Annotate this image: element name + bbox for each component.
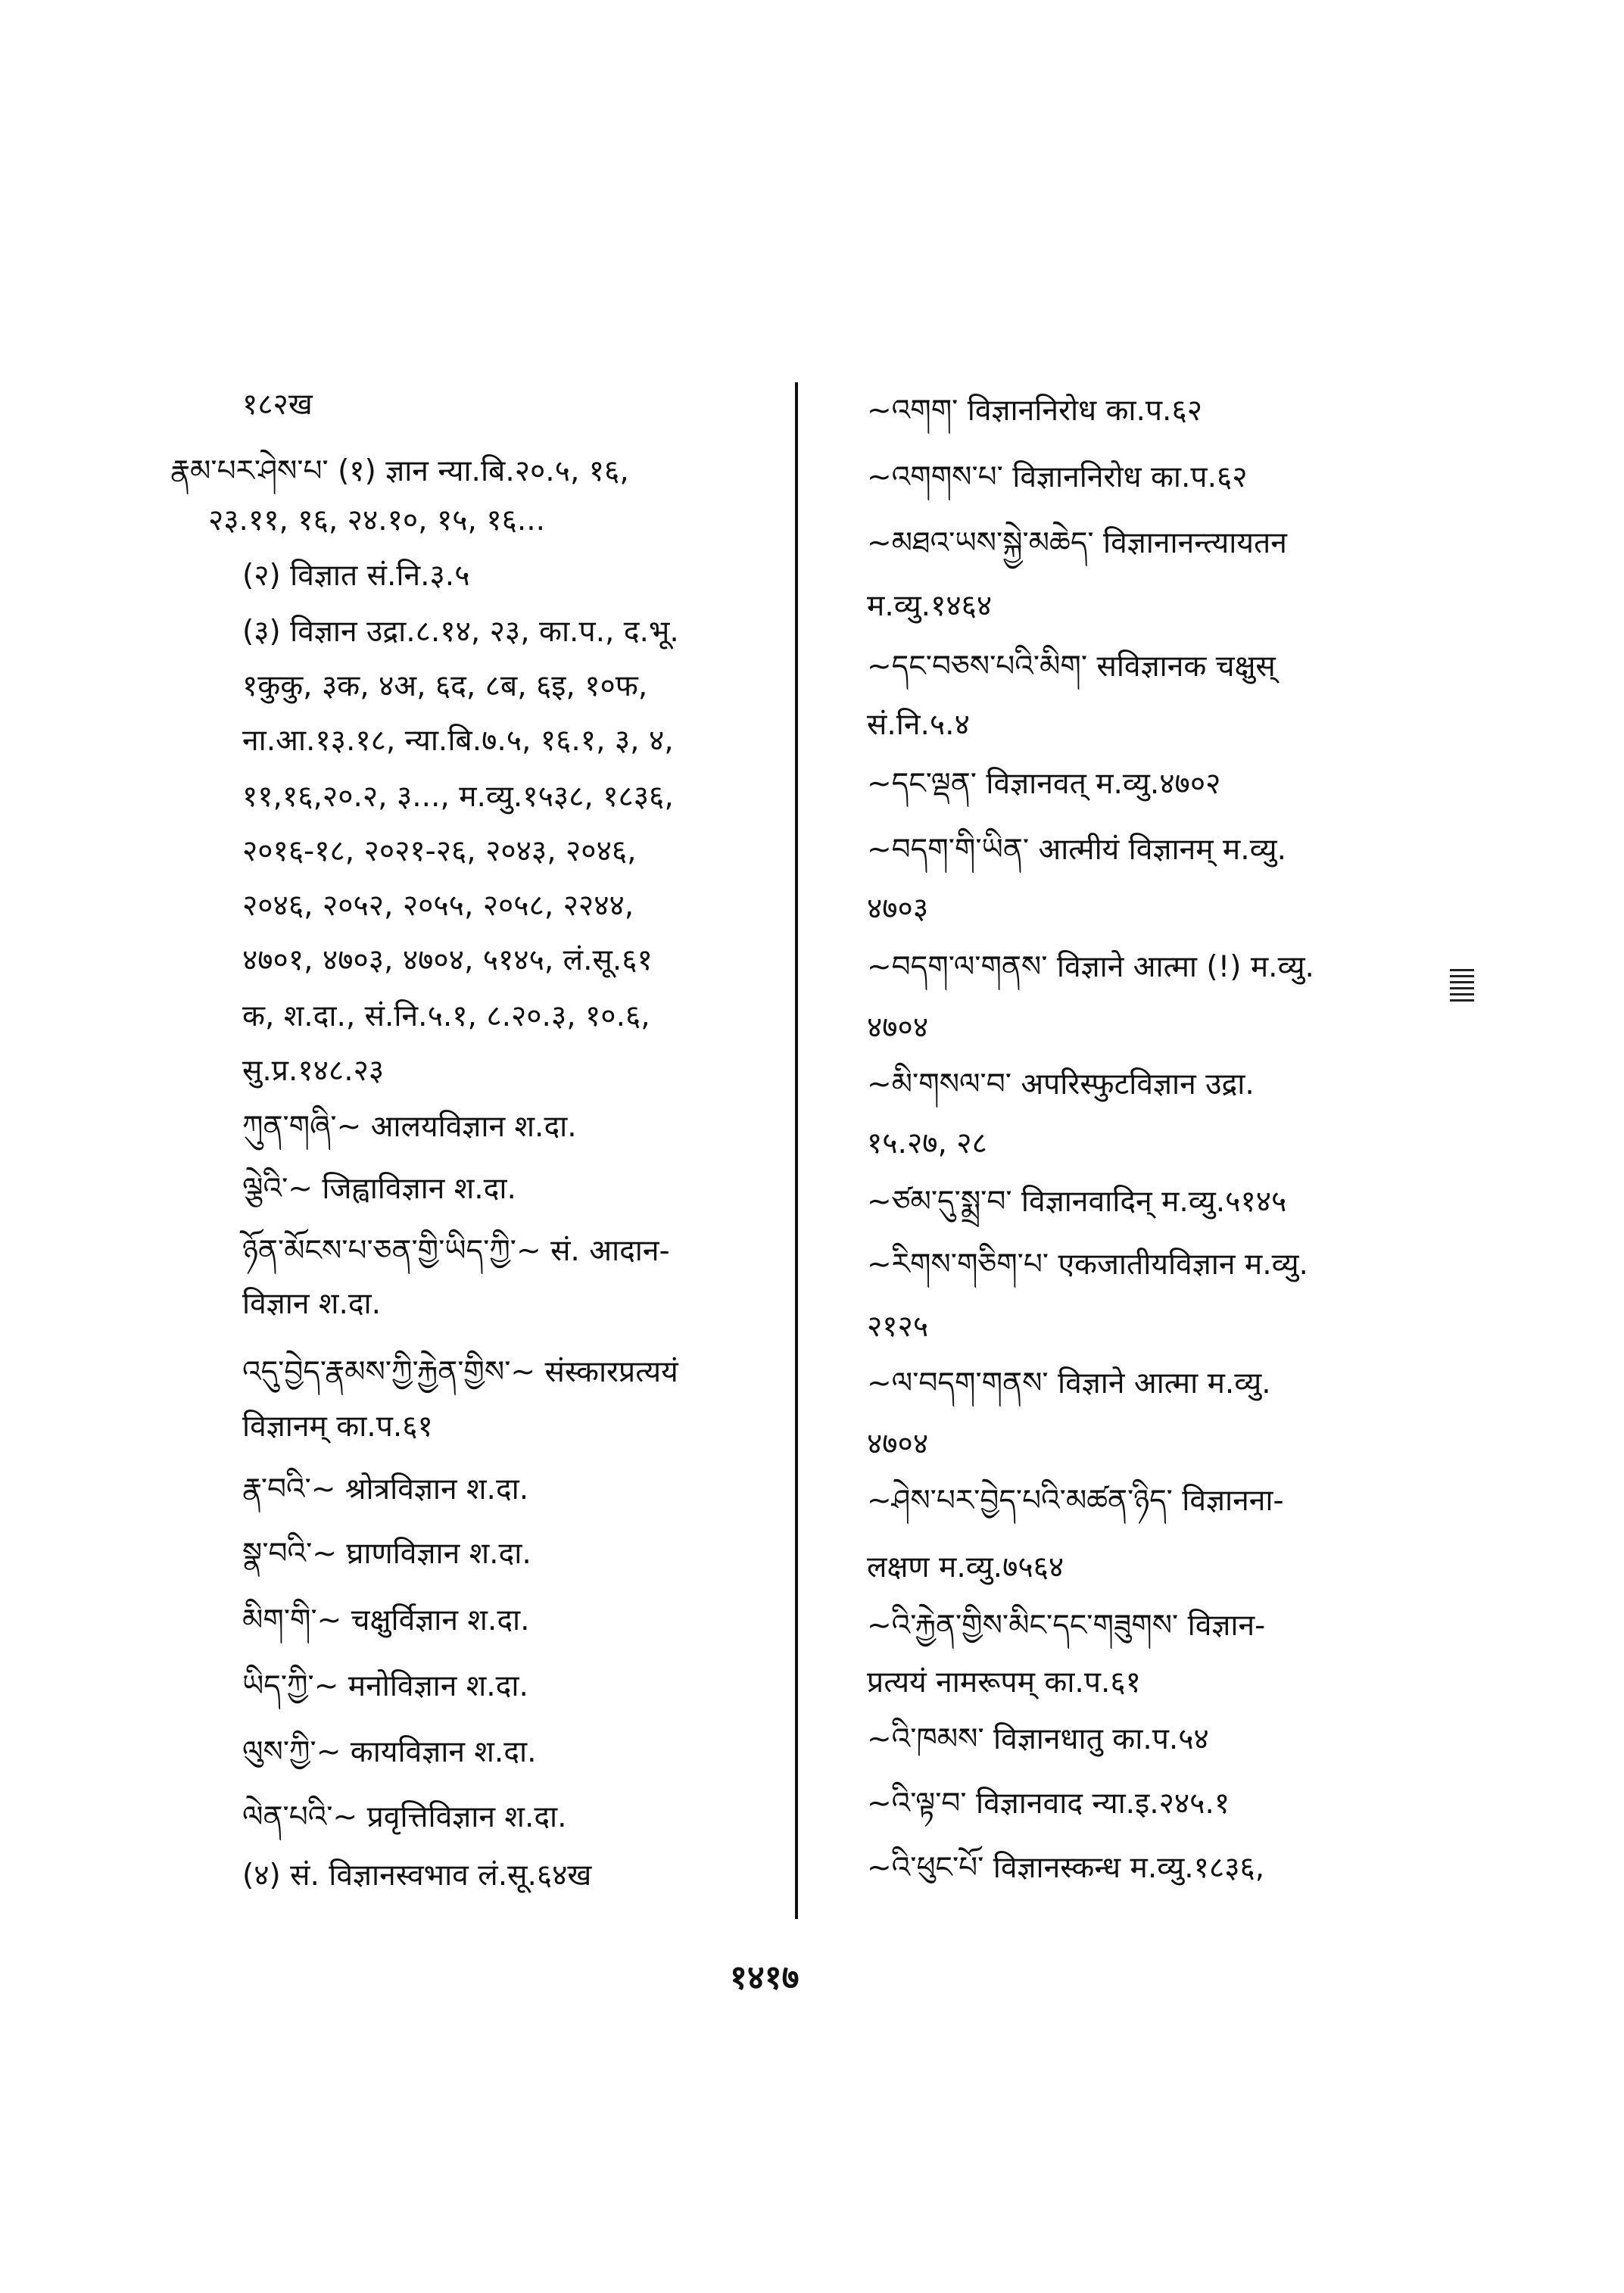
right-entry-line: सं.नि.५.४ xyxy=(867,708,970,742)
thumb-mark-bar xyxy=(1450,999,1474,1002)
left-entry-line: ཀུན་གཞི་~ आलयविज्ञान श.दा. xyxy=(242,1110,577,1144)
left-entry-line: २३.११, १६, २४.१०, १५, १६... xyxy=(208,503,546,537)
section-mark: १८२ख xyxy=(242,388,313,422)
right-entry-line: ४७०४ xyxy=(867,1011,929,1045)
right-entry-line: ~བདག་ལ་གནས་ विज्ञाने आत्मा (!) म.व्यु. xyxy=(867,950,1314,984)
thumb-mark-bar xyxy=(1450,981,1474,983)
left-entry-line: ना.आ.१३.१८, न्या.बि.७.५, १६.१, ३, ४, xyxy=(242,724,674,758)
left-entry-line: ཡིད་ཀྱི་~ मनोविज्ञान श.दा. xyxy=(242,1669,528,1703)
left-entry-line: ४७०१, ४७०३, ४७०४, ५१४५, लं.सू.६१ xyxy=(242,943,653,977)
right-entry-line: ~འི་རྐྱེན་གྱིས་མིང་དང་གཟུགས་ विज्ञान- xyxy=(867,1609,1266,1643)
right-entry-line: ~ཤེས་པར་བྱེད་པའི་མཚན་ཉིད་ विज्ञानना- xyxy=(867,1484,1284,1518)
right-entry-line: ~མི་གསལ་བ་ अपरिस्फुटविज्ञान उद्रा. xyxy=(867,1067,1255,1101)
left-entry-line: སྣ་བའི་~ घ्राणविज्ञान श.दा. xyxy=(242,1537,531,1571)
right-entry-line: ~འི་ཁམས་ विज्ञानधातु का.प.५४ xyxy=(867,1722,1209,1756)
left-entry-line: ११,१६,२०.२, ३..., म.व्यु.१५३८, १८३६, xyxy=(242,780,674,814)
right-entry-line: म.व्यु.१४६४ xyxy=(867,589,993,623)
left-entry-line: འདུ་བྱེད་རྣམས་ཀྱི་རྐྱེན་གྱིས་~ संस्कारप्रत्ययं xyxy=(242,1355,678,1389)
left-entry-line: विज्ञान श.दा. xyxy=(242,1287,382,1321)
right-entry-line: लक्षण म.व्यु.७५६४ xyxy=(867,1550,1064,1584)
left-entry-line: ཉོན་མོངས་པ་ཅན་གྱི་ཡིད་ཀྱི་~ सं. आदान- xyxy=(242,1234,670,1268)
right-entry-line: ४७०३ xyxy=(867,892,929,926)
left-entry-line: विज्ञानम् का.प.६१ xyxy=(242,1410,433,1444)
left-entry-line: २०१६-१८, २०२१-२६, २०४३, २०४६, xyxy=(242,834,637,868)
left-entry-line: ལུས་ཀྱི་~ कायविज्ञान श.दा. xyxy=(242,1735,537,1769)
thumb-mark-bar xyxy=(1450,969,1474,971)
right-entry-line: ~ལ་བདག་གནས་ विज्ञाने आत्मा म.व्यु. xyxy=(867,1366,1271,1400)
right-entry-line: ~འི་ཕུང་པོ་ विज्ञानस्कन्ध म.व्यु.१८३६, xyxy=(867,1851,1265,1885)
right-entry-line: ~ཙམ་དུ་སྨྲ་བ་ विज्ञानवादिन् म.व्यु.५१४५ xyxy=(867,1185,1287,1219)
thumb-mark-bar xyxy=(1450,975,1474,977)
right-entry-line: ~འི་ལྟ་བ་ विज्ञानवाद न्या.इ.२४५.१ xyxy=(867,1787,1230,1821)
right-entry-line: ~རིགས་གཅིག་པ་ एकजातीयविज्ञान म.व्यु. xyxy=(867,1248,1308,1282)
thumb-mark-bar xyxy=(1450,987,1474,989)
right-entry-line: ~མཐའ་ཡས་སྐྱེ་མཆེད་ विज्ञानानन्त्यायतन xyxy=(867,526,1287,560)
left-entry-line: ལྕེའི་~ जिह्वाविज्ञान श.दा. xyxy=(242,1172,516,1206)
left-entry-line: རྣ་བའི་~ श्रोत्रविज्ञान श.दा. xyxy=(242,1472,529,1506)
right-entry-line: १५.२७, २८ xyxy=(867,1126,987,1161)
right-entry-line: ~དང་བཅས་པའི་མིག་ सविज्ञानक चक्षुस् xyxy=(867,650,1276,684)
left-entry-line: རྣམ་པར་ཤེས་པ་ (१) ज्ञान न्या.बि.२०.५, १६, xyxy=(170,454,629,488)
left-entry-line: क, श.दा., सं.नि.५.१, ८.२०.३, १०.६, xyxy=(242,999,650,1033)
left-entry-line: (२) विज्ञात सं.नि.३.५ xyxy=(242,559,470,593)
left-entry-line: २०४६, २०५२, २०५५, २०५८, २२४४, xyxy=(242,889,634,923)
left-entry-line: सु.प्र.१४८.२३ xyxy=(242,1054,385,1088)
right-entry-line: प्रत्ययं नामरूपम् का.प.६१ xyxy=(867,1665,1141,1699)
left-entry-line: ལེན་པའི་~ प्रवृत्तिविज्ञान श.दा. xyxy=(242,1800,567,1834)
right-entry-line: ~འགགས་པ་ विज्ञाननिरोध का.प.६२ xyxy=(867,460,1248,494)
column-divider xyxy=(795,382,798,1919)
left-entry-line: १कुकु, ३क, ४अ, ६द, ८ब, ६इ, १०फ, xyxy=(242,669,648,703)
right-entry-line: २१२५ xyxy=(867,1310,929,1344)
page-number: १४१७ xyxy=(730,1958,800,1997)
right-entry-line: ~འགག་ विज्ञाननिरोध का.प.६२ xyxy=(867,394,1203,428)
right-entry-line: ४७०४ xyxy=(867,1427,929,1461)
page-thumb-mark xyxy=(1450,969,1474,1008)
left-entry-line: (४) सं. विज्ञानस्वभाव लं.सू.६४ख xyxy=(242,1858,592,1893)
right-entry-line: ~དང་ལྡན་ विज्ञानवत् म.व्यु.४७०२ xyxy=(867,767,1221,801)
left-entry-line: མིག་གི་~ चक्षुर्विज्ञान श.दा. xyxy=(242,1603,530,1637)
thumb-mark-bar xyxy=(1450,993,1474,995)
right-entry-line: ~བདག་གི་ཡིན་ आत्मीयं विज्ञानम् म.व्यु. xyxy=(867,833,1287,867)
left-entry-line: (३) विज्ञान उद्रा.८.१४, २३, का.प., द.भू. xyxy=(242,615,679,649)
